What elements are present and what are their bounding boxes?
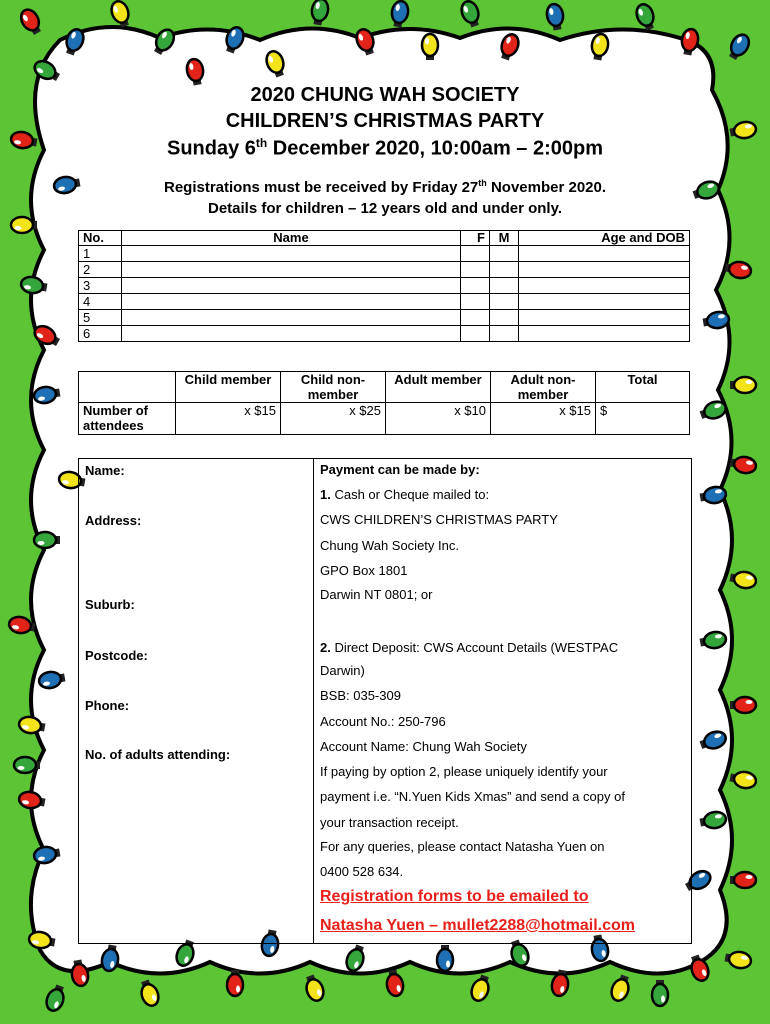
event-org-title: 2020 CHUNG WAH SOCIETY (250, 84, 520, 106)
eligibility-note: Details for children – 12 years old and under only. (208, 200, 562, 217)
child-member-price[interactable]: x $15 (176, 403, 281, 435)
name-cell[interactable] (122, 278, 461, 294)
contact-note: For any queries, please contact Natasha Yuen on (320, 839, 605, 854)
contact-form (79, 459, 313, 943)
email-link[interactable]: Natasha Yuen – mullet2288@hotmail.com (320, 917, 635, 934)
payment-note: payment i.e. “N.Yuen Kids Xmas” and send a copy of (320, 789, 625, 804)
mail-address-line: CWS CHILDREN’S CHRISTMAS PARTY (320, 512, 558, 527)
payment-note: your transaction receipt. (320, 815, 459, 830)
account-name: Account Name: Chung Wah Society (320, 739, 527, 754)
bsb: BSB: 035-309 (320, 688, 401, 703)
table-row: 3 (79, 278, 690, 294)
mail-address-line: Chung Wah Society Inc. (320, 538, 459, 553)
attendees-label: Number of attendees (79, 403, 176, 435)
payment-note: If paying by option 2, please uniquely identify your (320, 764, 608, 779)
payment-info: Payment can be made by: 1. Cash or Cheque mailed to: CWS CHILDREN’S CHRISTMAS PARTY Chung Wah Society Inc. GPO Box 1801 Darwin NT 0801; or 2. Direct Deposit: CWS Account Details (WESTPAC Darwin) BSB: 035-309 Account No.: 250-796 Account Name: Chung Wah Society If paying by option 2, please uniquely identify your payment i.e. “N.Yuen Kids Xmas” and send a copy of your transaction receipt. For any queries, please contact Natasha Yuen on 0400 528 634. Registration forms to be emailed to Natasha Yuen – mullet2288@hotmail.com (320, 462, 635, 934)
child-non-member-price[interactable]: x $25 (281, 403, 386, 435)
suburb-label: Suburb: (85, 597, 135, 612)
payment-option-1: 1. Cash or Cheque mailed to: (320, 487, 490, 502)
adult-member-price[interactable]: x $10 (386, 403, 491, 435)
postcode-label: Postcode: (85, 648, 148, 663)
name-cell[interactable] (122, 310, 461, 326)
col-age-dob: Age and DOB (519, 231, 690, 246)
name-cell[interactable] (122, 326, 461, 342)
adults-attending-label: No. of adults attending: (85, 747, 231, 762)
table-row: 2 (79, 262, 690, 278)
name-cell[interactable] (122, 294, 461, 310)
event-date: Sunday 6th December 2020, 10:00am – 2:00pm (166, 136, 603, 160)
col-adult-member: Adult member (386, 372, 491, 403)
children-table (78, 230, 690, 342)
fees-table (78, 371, 690, 435)
table-row: 1 (79, 246, 690, 262)
account-number: Account No.: 250-796 (320, 714, 446, 729)
event-title: CHILDREN’S CHRISTMAS PARTY (225, 110, 545, 132)
col-no: No. (79, 231, 122, 246)
col-name: Name (122, 231, 461, 246)
email-instruction: Registration forms to be emailed to (320, 888, 589, 905)
col-adult-non-member: Adult non-member (491, 372, 596, 403)
payment-heading: Payment can be made by: (320, 462, 480, 477)
table-row: 5 (79, 310, 690, 326)
contact-phone: 0400 528 634. (320, 864, 404, 879)
adult-non-member-price[interactable]: x $15 (491, 403, 596, 435)
col-m: M (490, 231, 519, 246)
name-cell[interactable] (122, 262, 461, 278)
phone-label: Phone: (85, 698, 130, 713)
table-row: 6 (79, 326, 690, 342)
table-row: 4 (79, 294, 690, 310)
col-f: F (461, 231, 490, 246)
payment-option-2: 2. Direct Deposit: CWS Account Details (WESTPAC (320, 640, 619, 655)
name-cell[interactable] (122, 246, 461, 262)
col-child-member: Child member (176, 372, 281, 403)
total-cell[interactable]: $ (596, 403, 690, 435)
col-total: Total (596, 372, 690, 403)
col-child-non-member: Child non-member (281, 372, 386, 403)
address-label: Address: (85, 513, 142, 528)
name-label: Name: (85, 463, 125, 478)
details-box (78, 458, 692, 944)
mail-address-line: GPO Box 1801 (320, 563, 408, 578)
registration-deadline: Registrations must be received by Friday 27th November 2020. (163, 178, 607, 196)
mail-address-line: Darwin NT 0801; or (320, 587, 433, 602)
